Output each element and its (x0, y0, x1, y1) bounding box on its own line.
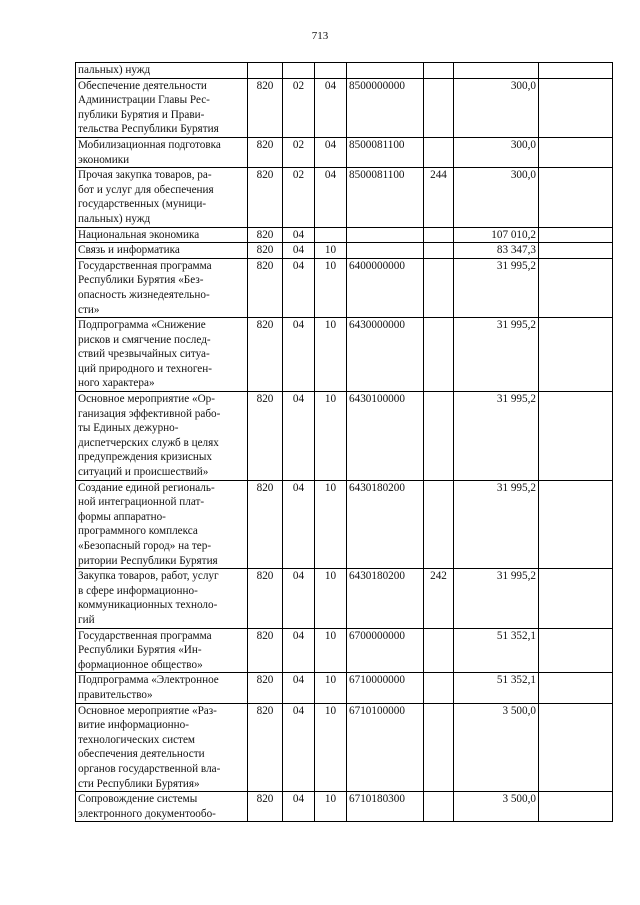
empty-cell (539, 480, 613, 569)
section-code: 04 (292, 259, 305, 272)
section-code: 04 (292, 481, 305, 494)
table-row (76, 703, 613, 792)
item-name-cell (76, 318, 248, 392)
section-code-cell (283, 168, 315, 227)
section-code-cell (283, 243, 315, 259)
amount-cell (454, 673, 539, 703)
section-code-cell (283, 137, 315, 167)
section-code-cell (283, 227, 315, 243)
table-row (76, 569, 613, 628)
subsection-code-cell (315, 78, 347, 137)
amount-cell (454, 318, 539, 392)
ministry-code: 820 (256, 79, 274, 92)
target-article-code-cell (347, 480, 424, 569)
empty-cell (539, 63, 613, 79)
empty-cell (539, 673, 613, 703)
amount-cell (454, 480, 539, 569)
table-row (76, 78, 613, 137)
ministry-code: 820 (256, 481, 274, 494)
subsection-code: 10 (324, 481, 337, 494)
target-article-code-cell (347, 703, 424, 792)
ministry-code: 820 (256, 319, 274, 332)
amount-cell (454, 78, 539, 137)
table-row (76, 63, 613, 79)
ministry-code: 820 (256, 259, 274, 272)
subsection-code-cell (315, 569, 347, 628)
ministry-code: 820 (256, 629, 274, 642)
subsection-code-cell (315, 628, 347, 673)
target-article-code: 6710180300 (349, 793, 405, 806)
subsection-code-cell (315, 703, 347, 792)
item-name: пальных) нужд (78, 64, 151, 76)
amount-cell (454, 258, 539, 317)
subsection-code-cell (315, 258, 347, 317)
section-code: 04 (292, 704, 305, 717)
target-article-code-cell (347, 137, 424, 167)
table-row (76, 673, 613, 703)
amount-cell (454, 392, 539, 481)
amount-cell (454, 243, 539, 259)
subsection-code: 10 (324, 319, 337, 332)
item-name-cell (76, 227, 248, 243)
target-article-code: 6430100000 (349, 393, 405, 406)
subsection-code: 10 (324, 704, 337, 717)
amount: 300,0 (510, 169, 536, 182)
target-article-code-cell (347, 168, 424, 227)
item-name: Национальная экономика (78, 228, 200, 241)
expense-type-code-cell (424, 673, 454, 703)
subsection-code: 10 (324, 793, 337, 806)
expense-type-code-cell (424, 243, 454, 259)
item-name: Подпрограмма «Электронное правительство» (78, 674, 219, 701)
target-article-code: 6430180200 (349, 481, 405, 494)
page-number: 713 (311, 30, 329, 42)
expense-type-code-cell (424, 258, 454, 317)
target-article-code: 6700000000 (349, 629, 405, 642)
section-code-cell (283, 569, 315, 628)
expense-type-code-cell (424, 318, 454, 392)
section-code-cell (283, 63, 315, 79)
expense-type-code-cell (424, 78, 454, 137)
item-name-cell (76, 78, 248, 137)
section-code: 04 (292, 393, 305, 406)
ministry-code-cell (248, 480, 283, 569)
subsection-code: 10 (324, 629, 337, 642)
section-code-cell (283, 318, 315, 392)
expense-type-code-cell (424, 628, 454, 673)
amount: 31 995,2 (496, 481, 536, 494)
empty-cell (539, 137, 613, 167)
subsection-code: 04 (324, 79, 337, 92)
empty-cell (539, 227, 613, 243)
target-article-code: 8500000000 (349, 79, 405, 92)
item-name-cell (76, 703, 248, 792)
section-code: 02 (292, 169, 305, 182)
item-name-cell (76, 63, 248, 79)
expense-type-code-cell (424, 480, 454, 569)
ministry-code-cell (248, 569, 283, 628)
item-name-cell (76, 480, 248, 569)
amount: 3 500,0 (502, 793, 536, 806)
table-row (76, 243, 613, 259)
subsection-code-cell (315, 480, 347, 569)
target-article-code: 6400000000 (349, 259, 405, 272)
target-article-code: 6430180200 (349, 570, 405, 583)
target-article-code: 6710100000 (349, 704, 405, 717)
table-row (76, 318, 613, 392)
subsection-code: 10 (324, 674, 337, 687)
expense-type-code-cell (424, 63, 454, 79)
ministry-code-cell (248, 673, 283, 703)
amount: 300,0 (510, 138, 536, 151)
subsection-code: 04 (324, 138, 337, 151)
section-code: 04 (292, 570, 305, 583)
target-article-code-cell (347, 392, 424, 481)
subsection-code-cell (315, 318, 347, 392)
item-name: Прочая закупка товаров, ра- бот и услуг для обеспечения государственных (муници- пальных) нужд (78, 169, 214, 225)
item-name-cell (76, 243, 248, 259)
target-article-code-cell (347, 792, 424, 822)
empty-cell (539, 569, 613, 628)
ministry-code: 820 (256, 169, 274, 182)
subsection-code-cell (315, 243, 347, 259)
ministry-code: 820 (256, 793, 274, 806)
ministry-code: 820 (256, 138, 274, 151)
subsection-code-cell (315, 673, 347, 703)
item-name: Основное мероприятие «Раз- витие информационно- технологических систем обеспечения деятельности органов государственной вла- сти Республики Бурятия» (78, 704, 221, 790)
ministry-code: 820 (256, 674, 274, 687)
amount: 83 347,3 (496, 244, 536, 257)
ministry-code: 820 (256, 704, 274, 717)
section-code-cell (283, 480, 315, 569)
item-name-cell (76, 569, 248, 628)
expense-type-code-cell (424, 392, 454, 481)
ministry-code-cell (248, 63, 283, 79)
section-code: 04 (292, 244, 305, 257)
section-code: 02 (292, 138, 305, 151)
subsection-code: 04 (324, 169, 337, 182)
section-code: 04 (292, 319, 305, 332)
target-article-code: 8500081100 (349, 169, 405, 182)
ministry-code-cell (248, 78, 283, 137)
amount: 300,0 (510, 79, 536, 92)
target-article-code-cell (347, 569, 424, 628)
amount-cell (454, 227, 539, 243)
subsection-code: 10 (324, 244, 337, 257)
amount-cell (454, 569, 539, 628)
target-article-code-cell (347, 78, 424, 137)
ministry-code-cell (248, 243, 283, 259)
target-article-code-cell (347, 227, 424, 243)
expense-type-code: 242 (430, 570, 447, 583)
ministry-code-cell (248, 318, 283, 392)
ministry-code-cell (248, 168, 283, 227)
item-name-cell (76, 258, 248, 317)
item-name: Закупка товаров, работ, услуг в сфере информационно- коммуникационных техноло- гий (78, 570, 219, 626)
empty-cell (539, 243, 613, 259)
item-name-cell (76, 137, 248, 167)
section-code-cell (283, 792, 315, 822)
expense-type-code-cell (424, 569, 454, 628)
subsection-code-cell (315, 227, 347, 243)
subsection-code-cell (315, 392, 347, 481)
table-row (76, 480, 613, 569)
table-row (76, 168, 613, 227)
ministry-code: 820 (256, 570, 274, 583)
target-article-code-cell (347, 258, 424, 317)
ministry-code: 820 (256, 228, 274, 241)
subsection-code-cell (315, 137, 347, 167)
expense-type-code-cell (424, 168, 454, 227)
item-name-cell (76, 168, 248, 227)
ministry-code-cell (248, 227, 283, 243)
section-code: 04 (292, 674, 305, 687)
item-name: Основное мероприятие «Ор- ганизация эффективной рабо- ты Единых дежурно- диспетчерских служб в целях предупреждения кризисных ситуаций и происшествий» (78, 393, 221, 479)
item-name: Подпрограмма «Снижение рисков и смягчение послед- ствий чрезвычайных ситуа- ций природного и техноген- ного характера» (78, 319, 212, 390)
target-article-code: 6710000000 (349, 674, 405, 687)
amount: 107 010,2 (491, 228, 536, 241)
item-name-cell (76, 792, 248, 822)
empty-cell (539, 318, 613, 392)
section-code-cell (283, 628, 315, 673)
section-code-cell (283, 78, 315, 137)
target-article-code-cell (347, 673, 424, 703)
amount: 31 995,2 (496, 259, 536, 272)
item-name: Сопровождение системы электронного документообо- (78, 793, 216, 820)
subsection-code-cell (315, 168, 347, 227)
ministry-code: 820 (256, 393, 274, 406)
empty-cell (539, 168, 613, 227)
section-code: 02 (292, 79, 305, 92)
subsection-code: 10 (324, 570, 337, 583)
section-code-cell (283, 703, 315, 792)
section-code: 04 (292, 793, 305, 806)
table-row (76, 792, 613, 822)
subsection-code: 10 (324, 393, 337, 406)
item-name: Государственная программа Республики Бурятия «Ин- формационное общество» (78, 629, 212, 671)
amount: 31 995,2 (496, 319, 536, 332)
subsection-code: 10 (324, 259, 337, 272)
target-article-code-cell (347, 63, 424, 79)
subsection-code-cell (315, 63, 347, 79)
amount-cell (454, 628, 539, 673)
ministry-code-cell (248, 628, 283, 673)
target-article-code-cell (347, 628, 424, 673)
subsection-code-cell (315, 792, 347, 822)
ministry-code-cell (248, 392, 283, 481)
target-article-code-cell (347, 243, 424, 259)
ministry-code-cell (248, 703, 283, 792)
item-name: Обеспечение деятельности Администрации Главы Рес- публики Бурятия и Прави- тельства Республики Бурятия (78, 79, 219, 136)
amount-cell (454, 168, 539, 227)
ministry-code-cell (248, 792, 283, 822)
table-row (76, 137, 613, 167)
empty-cell (539, 628, 613, 673)
amount-cell (454, 137, 539, 167)
empty-cell (539, 78, 613, 137)
section-code: 04 (292, 629, 305, 642)
amount: 31 995,2 (496, 393, 536, 406)
ministry-code: 820 (256, 244, 274, 257)
empty-cell (539, 392, 613, 481)
target-article-code-cell (347, 318, 424, 392)
target-article-code: 6430000000 (349, 319, 405, 332)
target-article-code: 8500081100 (349, 138, 405, 151)
amount-cell (454, 703, 539, 792)
table-row (76, 392, 613, 481)
item-name: Государственная программа Республики Бурятия «Без- опасность жизнедеятельно- сти» (78, 259, 212, 316)
empty-cell (539, 703, 613, 792)
expense-type-code-cell (424, 227, 454, 243)
table-row (76, 227, 613, 243)
table-row (76, 628, 613, 673)
item-name-cell (76, 628, 248, 673)
section-code-cell (283, 258, 315, 317)
amount: 51 352,1 (496, 629, 536, 642)
ministry-code-cell (248, 137, 283, 167)
expense-type-code-cell (424, 703, 454, 792)
budget-table-body (76, 63, 613, 822)
expense-type-code: 244 (430, 169, 447, 182)
empty-cell (539, 258, 613, 317)
item-name: Создание единой региональ- ной интеграционной плат- формы аппаратно- программного комплекса «Безопасный город» на тер- ритории Республики Бурятия (78, 481, 218, 567)
budget-table (75, 62, 613, 822)
ministry-code-cell (248, 258, 283, 317)
amount-cell (454, 792, 539, 822)
expense-type-code-cell (424, 792, 454, 822)
item-name: Связь и информатика (78, 244, 180, 257)
section-code-cell (283, 673, 315, 703)
item-name: Мобилизационная подготовка экономики (78, 138, 221, 166)
section-code: 04 (292, 228, 305, 241)
section-code-cell (283, 392, 315, 481)
empty-cell (539, 792, 613, 822)
amount: 31 995,2 (496, 570, 536, 583)
item-name-cell (76, 392, 248, 481)
amount: 51 352,1 (496, 674, 536, 687)
table-row (76, 258, 613, 317)
amount: 3 500,0 (502, 704, 536, 717)
item-name-cell (76, 673, 248, 703)
expense-type-code-cell (424, 137, 454, 167)
amount-cell (454, 63, 539, 79)
